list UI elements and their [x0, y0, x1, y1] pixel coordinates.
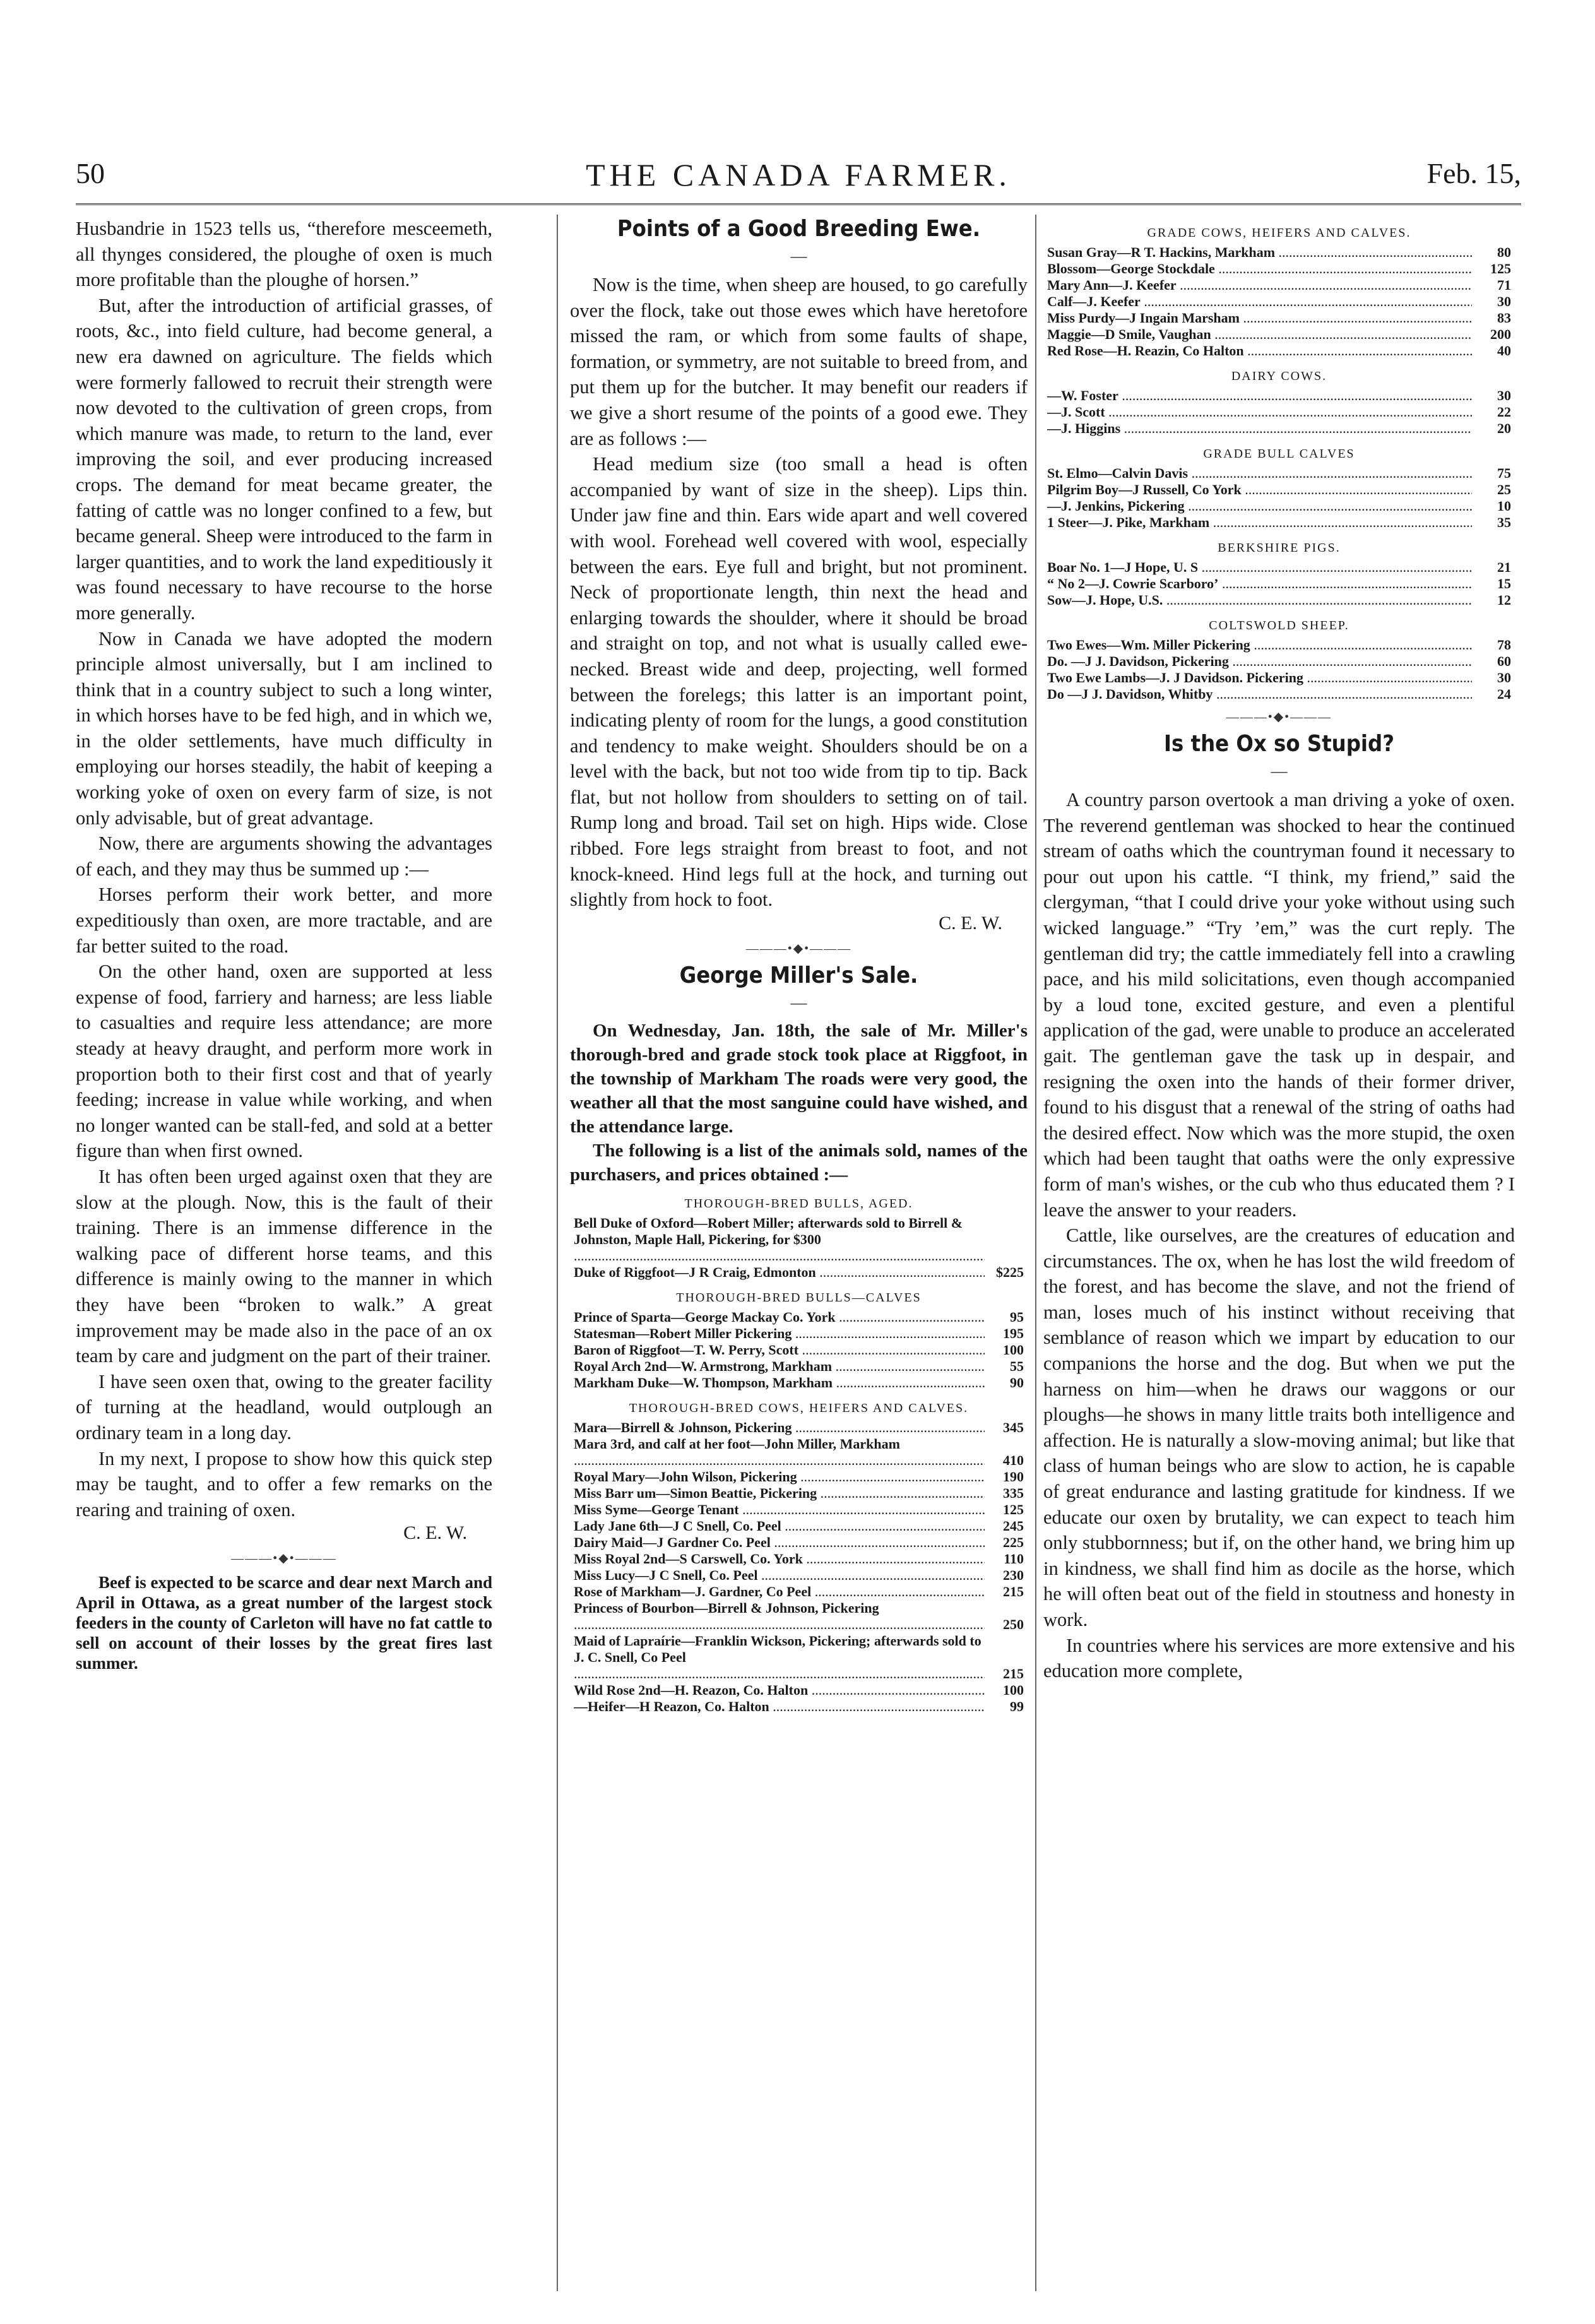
body-paragraph: In my next, I propose to show how this quick step may be taught, and to offer a few remarks on the rearing and training of oxen. [76, 1447, 492, 1521]
item-name: Bell Duke of Oxford—Robert Miller; afterwards sold to Birrell & Johnston, Maple Hall, Pickering, for $300 ..... [574, 1215, 985, 1264]
item-name: Royal Arch 2nd—W. Armstrong, Markham ..... [574, 1358, 985, 1375]
item-name: Statesman—Robert Miller Pickering ..... [574, 1325, 985, 1342]
list-heading: THOROUGH-BRED BULLS, AGED. [684, 1196, 913, 1211]
item-name: Mara—Birrell & Johnson, Pickering ..... [574, 1420, 985, 1436]
body-paragraph: In countries where his services are more extensive and his education more complete, [1043, 1634, 1515, 1682]
list-item [574, 1358, 1024, 1375]
page-number: 50 [76, 157, 105, 189]
list-item [574, 1633, 1024, 1682]
item-price: 78 [1497, 637, 1511, 653]
item-name: Royal Mary—John Wilson, Pickering ..... [574, 1469, 985, 1485]
sale-list [570, 1197, 1028, 1281]
item-name: Lady Jane 6th—J C Snell, Co. Peel ..... [574, 1518, 985, 1534]
item-price: $225 [996, 1264, 1024, 1280]
item-name: Rose of Markham—J. Gardner, Co Peel ..... [574, 1584, 985, 1600]
body-paragraph: Horses perform their work better, and more expeditiously than oxen, are more tractable, and are far better suited to the road. [76, 884, 492, 957]
item-name: Markham Duke—W. Thompson, Markham ..... [574, 1375, 985, 1391]
list-item [574, 1420, 1024, 1436]
list-item [574, 1534, 1024, 1551]
item-price: 75 [1497, 465, 1511, 481]
item-name: Two Ewe Lambs—J. J Davidson. Pickering ..... [1047, 670, 1472, 686]
list-heading: THOROUGH-BRED BULLS—CALVES [676, 1290, 922, 1305]
list-item [1047, 293, 1511, 310]
title-dash: — [790, 247, 807, 265]
body-paragraph: Now is the time, when sheep are housed, to go carefully over the flock, take out those ewes which have heretofore missed the ram, or which from some faults of shape, formation, or symmetry, are not suitable to breed from, and put them up for the butcher. It may benefit our readers if we give a short resume of the points of a good ewe. They are as follows :— [570, 274, 1028, 449]
item-price: 250 [1003, 1616, 1024, 1632]
list-item [574, 1600, 1024, 1633]
list-item [1047, 420, 1511, 437]
item-price: 230 [1003, 1567, 1024, 1583]
list-item [1047, 388, 1511, 404]
author-signature: C. E. W. [939, 912, 1002, 934]
list-item [1047, 686, 1511, 703]
list-item [574, 1567, 1024, 1584]
list-heading: DAIRY COWS. [1231, 369, 1327, 383]
item-name: —Heifer—H Reazon, Co. Halton ..... [574, 1699, 985, 1715]
item-name: Maid of Lapraírie—Franklin Wickson, Pickering; afterwards sold to J. C. Snell, Co Peel ..... [574, 1633, 985, 1682]
list-item [1047, 670, 1511, 686]
item-price: 99 [1010, 1698, 1024, 1714]
item-name: Duke of Riggfoot—J R Craig, Edmonton ..... [574, 1264, 985, 1281]
item-name: Do —J J. Davidson, Whitby ..... [1047, 686, 1472, 703]
item-name: —J. Jenkins, Pickering ..... [1047, 498, 1472, 514]
item-name: “ No 2—J. Cowrie Scarboro’ ..... [1047, 576, 1472, 592]
item-name: Miss Lucy—J C Snell, Co. Peel ..... [574, 1567, 985, 1584]
item-name: St. Elmo—Calvin Davis ..... [1047, 465, 1472, 482]
sale-list [570, 1291, 1028, 1391]
list-item [1047, 310, 1511, 326]
sale-list [1043, 226, 1515, 359]
item-name: —W. Foster ..... [1047, 388, 1472, 404]
body-paragraph: On the other hand, oxen are supported at less expense of food, farriery and harness; are less liable to casualties and require less attendance; are more steady at heavy draught, and perform more work in proportion both to their first cost and that of yearly feeding; increase in value while working, and when no longer wanted can be stall-fed, and sold at a better figure than when first owned. [76, 961, 492, 1162]
list-item [1047, 482, 1511, 498]
list-item [574, 1551, 1024, 1567]
item-price: 95 [1010, 1308, 1024, 1325]
list-item [574, 1325, 1024, 1342]
body-paragraph: It has often been urged against oxen that they are slow at the plough. Now, this is the fault of their training. There is an immense difference in the walking pace of different horse teams, and this difference is mainly owing to the manner in which they have been “broken to walk.” A great improvement may be made also in the pace of an ox team by care and judgment on the part of their trainer. [76, 1165, 492, 1367]
item-name: Mary Ann—J. Keefer ..... [1047, 277, 1472, 293]
issue-date: Feb. 15, [1426, 157, 1521, 189]
sale-list [1043, 447, 1515, 531]
item-price: 215 [1003, 1583, 1024, 1599]
section-ornament: ———•◆•——— [231, 1551, 337, 1566]
column-divider [1035, 215, 1036, 2291]
column-divider [557, 215, 558, 2291]
column-3 [1043, 216, 1515, 1684]
list-heading: GRADE COWS, HEIFERS AND CALVES. [1147, 226, 1411, 240]
item-name: Do. —J J. Davidson, Pickering ..... [1047, 653, 1472, 670]
item-name: Miss Royal 2nd—S Carswell, Co. York ..... [574, 1551, 985, 1567]
title-dash: — [790, 993, 807, 1012]
item-name: Dairy Maid—J Gardner Co. Peel ..... [574, 1534, 985, 1551]
body-paragraph: Husbandrie in 1523 tells us, “therefore mesceemeth, all thynges considered, the ploughe of oxen is much more profitable than the ploughe of horsen.” [76, 218, 492, 291]
item-price: 20 [1497, 420, 1511, 436]
item-price: 12 [1497, 592, 1511, 608]
column-2 [570, 216, 1028, 1715]
sale-list [1043, 541, 1515, 608]
list-heading: BERKSHIRE PIGS. [1218, 541, 1341, 555]
item-price: 195 [1003, 1325, 1024, 1341]
list-item [574, 1309, 1024, 1325]
body-paragraph: On Wednesday, Jan. 18th, the sale of Mr. Miller's thorough-bred and grade stock took place at Riggfoot, in the township of Markham The roads were very good, the weather all that the most sanguine could have wished, and the attendance large. [570, 1020, 1028, 1137]
item-price: 100 [1003, 1341, 1024, 1358]
item-price: 80 [1497, 244, 1511, 260]
sale-list [1043, 369, 1515, 437]
list-item [1047, 326, 1511, 343]
list-item [574, 1699, 1024, 1715]
item-name: Red Rose—H. Reazin, Co Halton ..... [1047, 343, 1472, 359]
list-item [1047, 277, 1511, 293]
list-item [574, 1342, 1024, 1358]
list-item [1047, 261, 1511, 277]
list-item [574, 1436, 1024, 1469]
item-price: 30 [1497, 670, 1511, 685]
item-name: Two Ewes—Wm. Miller Pickering ..... [1047, 637, 1472, 653]
item-price: 110 [1004, 1550, 1024, 1567]
item-name: Calf—J. Keefer ..... [1047, 293, 1472, 310]
item-price: 22 [1497, 404, 1511, 420]
item-name: Miss Purdy—J Ingain Marsham ..... [1047, 310, 1472, 326]
list-item [1047, 592, 1511, 608]
list-heading: GRADE BULL CALVES [1203, 447, 1355, 461]
item-price: 125 [1003, 1501, 1024, 1517]
newspaper-title: THE CANADA FARMER. [586, 157, 1011, 193]
item-price: 35 [1497, 514, 1511, 530]
item-price: 10 [1497, 498, 1511, 514]
title-dash: — [1271, 762, 1288, 780]
list-item [1047, 244, 1511, 261]
item-price: 60 [1497, 653, 1511, 669]
item-name: Prince of Sparta—George Mackay Co. York ..... [574, 1309, 985, 1325]
item-price: 125 [1490, 261, 1511, 276]
news-notice: Beef is expected to be scarce and dear next March and April in Ottawa, as a great number of the largest stock feeders in the county of Carleton will have no fat cattle to sell on account of their losses by the great fires last summer. [76, 1573, 492, 1673]
item-price: 410 [1003, 1452, 1024, 1468]
item-price: 24 [1497, 686, 1511, 702]
list-item [574, 1584, 1024, 1600]
item-price: 335 [1003, 1485, 1024, 1501]
item-name: Sow—J. Hope, U.S. ..... [1047, 592, 1472, 608]
item-price: 100 [1003, 1681, 1024, 1698]
article-title: George Miller's Sale. [679, 962, 918, 988]
item-name: Pilgrim Boy—J Russell, Co York ..... [1047, 482, 1472, 498]
article-title: Is the Ox so Stupid? [1164, 731, 1394, 757]
list-item [1047, 343, 1511, 359]
list-item [574, 1264, 1024, 1281]
list-heading: COLTSWOLD SHEEP. [1209, 619, 1349, 632]
item-price: 30 [1497, 293, 1511, 309]
body-paragraph: Cattle, like ourselves, are the creatures of education and circumstances. The ox, when he has lost the wild freedom of the forest, and has become the slave, and not the friend of man, loses much of his instinct without receiving that semblance of reason which we impart by education to our companions the horse and the dog. But when we put the harness on him—when he draws our waggons or our ploughs—he shows in many little traits both intelligence and affection. He is naturally a slow-moving animal; but like that class of human beings who are slow to action, he is capable of great endurance and lasting gratitude for kindness. If we educate our oxen by brutality, we can expect to teach him only stubbornness; but if, on the other hand, we bring him up in kindness, we shall find him as docile as the horse, which he will often beat out of the field in stoutness and honesty in work. [1043, 1224, 1515, 1630]
item-name: Miss Syme—George Tenant ..... [574, 1502, 985, 1518]
body-paragraph: Head medium size (too small a head is often accompanied by want of size in the sheep). Lips thin. Under jaw fine and thin. Ears wide apart and well covered with wool. Forehead well covered with wool, especially between the ears. Eye full and bright, but not prominent. Neck of proportionate length, thin next the head and enlarging towards the shoulder, where it should be broad and straight on top, and not what is usually called ewe-necked. Breast wide and deep, projecting, well formed between the forelegs; this latter is an important point, indicating plenty of room for the lungs, a good constitution and tendency to make weight. Shoulders should be on a level with the back, but not too wide from tip to tip. Back flat, but not hollow from shoulders to setting on of tail. Rump long and broad. Tail set on high. Hips wide. Close ribbed. Fore legs straight from breast to foot, and not knock-kneed. Hind legs full at the hock, and turning out slightly from hock to foot. [570, 453, 1028, 911]
item-price: 40 [1497, 343, 1511, 359]
item-price: 90 [1010, 1374, 1024, 1390]
item-name: Maggie—D Smile, Vaughan ..... [1047, 326, 1472, 343]
list-item [1047, 576, 1511, 592]
list-item [1047, 559, 1511, 576]
list-heading: THOROUGH-BRED COWS, HEIFERS AND CALVES. [629, 1401, 969, 1415]
item-price: 345 [1003, 1419, 1024, 1435]
item-name: Miss Barr um—Simon Beattie, Pickering ..... [574, 1485, 985, 1502]
body-paragraph: But, after the introduction of artificial grasses, of roots, &c., into field culture, had become general, a new era dawned on agriculture. The fields which were formerly fallowed to recruit their strength were now devoted to the cultivation of green crops, from which manure was made, to return to the land, ever improving the soil, and ever producing increased crops. The demand for meat became greater, the fatting of cattle was no longer confined to a few, but became general. Sheep were introduced to the farm in larger quantities, and to work the land expeditiously it was found necessary to have recourse to the horse more generally. [76, 294, 492, 624]
item-name: Boar No. 1—J Hope, U. S ..... [1047, 559, 1472, 576]
header-rule [76, 203, 1521, 205]
item-price: 245 [1003, 1517, 1024, 1534]
sale-list [1043, 619, 1515, 703]
item-price: 55 [1010, 1358, 1024, 1374]
author-signature: C. E. W. [403, 1522, 467, 1544]
body-paragraph: Now, there are arguments showing the advantages of each, and they may thus be summed up :— [76, 833, 492, 880]
item-price: 71 [1497, 277, 1511, 293]
section-ornament: ———•◆•——— [745, 941, 852, 956]
list-item [1047, 404, 1511, 420]
item-price: 83 [1497, 310, 1511, 326]
column-1 [76, 216, 492, 1673]
article-title: Points of a Good Breeding Ewe. [617, 216, 981, 242]
item-name: Susan Gray—R T. Hackins, Markham ..... [1047, 244, 1472, 261]
list-item [574, 1682, 1024, 1699]
item-name: Wild Rose 2nd—H. Reazon, Co. Halton ..... [574, 1682, 985, 1699]
list-item [574, 1215, 1024, 1264]
section-ornament: ———•◆•——— [1226, 710, 1332, 724]
item-price: 215 [1003, 1665, 1024, 1681]
item-price: 21 [1497, 559, 1511, 575]
item-name: —J. Scott ..... [1047, 404, 1472, 420]
list-item [1047, 653, 1511, 670]
item-name: Princess of Bourbon—Birrell & Johnson, Pickering ..... [574, 1600, 985, 1633]
item-name: Blossom—George Stockdale ..... [1047, 261, 1472, 277]
list-item [574, 1502, 1024, 1518]
item-price: 25 [1497, 482, 1511, 497]
body-paragraph: A country parson overtook a man driving a yoke of oxen. The reverend gentleman was shocked to hear the continued stream of oaths which the countryman found it necessary to pour out upon his cattle. “I think, my friend,” said the clergyman, “that I could drive your yoke without using such wicked language.” “Try ’em,” was the curt reply. The gentleman did try; the cattle immediately fell into a crawling pace, and his mild solicitations, even though accompanied by a loud tone, excited gesture, and even a plentiful application of the gad, were unable to produce an accelerated gait. The gentleman gave the task up in despair, and resigning the oxen into the hands of their former driver, found to his disgust that a renewal of the string of oaths had the desired effect. Now which was the more stupid, the oxen which had been taught that oaths were the only expressive form of man's wishes, or the cub who thus educated them ? I leave the answer to your readers. [1043, 789, 1515, 1221]
item-price: 225 [1003, 1534, 1024, 1550]
item-name: Mara 3rd, and calf at her foot—John Miller, Markham ..... [574, 1436, 985, 1469]
list-item [1047, 465, 1511, 482]
list-item [574, 1485, 1024, 1502]
item-name: Baron of Riggfoot—T. W. Perry, Scott ..... [574, 1342, 985, 1358]
list-item [574, 1518, 1024, 1534]
item-name: —J. Higgins ..... [1047, 420, 1472, 437]
item-price: 190 [1003, 1468, 1024, 1485]
list-item [1047, 514, 1511, 531]
body-paragraph: I have seen oxen that, owing to the greater facility of turning at the headland, would outplough an ordinary team in a long day. [76, 1370, 492, 1444]
list-item [574, 1469, 1024, 1485]
body-paragraph: The following is a list of the animals sold, names of the purchasers, and prices obtained :— [570, 1140, 1028, 1185]
list-item [1047, 498, 1511, 514]
body-paragraph: Now in Canada we have adopted the modern principle almost universally, but I am inclined to think that in a country subject to such a long winter, in which horses have to be fed high, and in which we, in the older settlements, have much difficulty in employing our horses steadily, the habit of keeping a working yoke of oxen on every farm of size, is not only advisable, but of great advantage. [76, 627, 492, 829]
item-price: 15 [1497, 576, 1511, 591]
item-price: 30 [1497, 388, 1511, 403]
sale-list [570, 1401, 1028, 1715]
item-price: 200 [1490, 326, 1511, 342]
list-item [1047, 637, 1511, 653]
list-item [574, 1375, 1024, 1391]
item-name: 1 Steer—J. Pike, Markham ..... [1047, 514, 1472, 531]
